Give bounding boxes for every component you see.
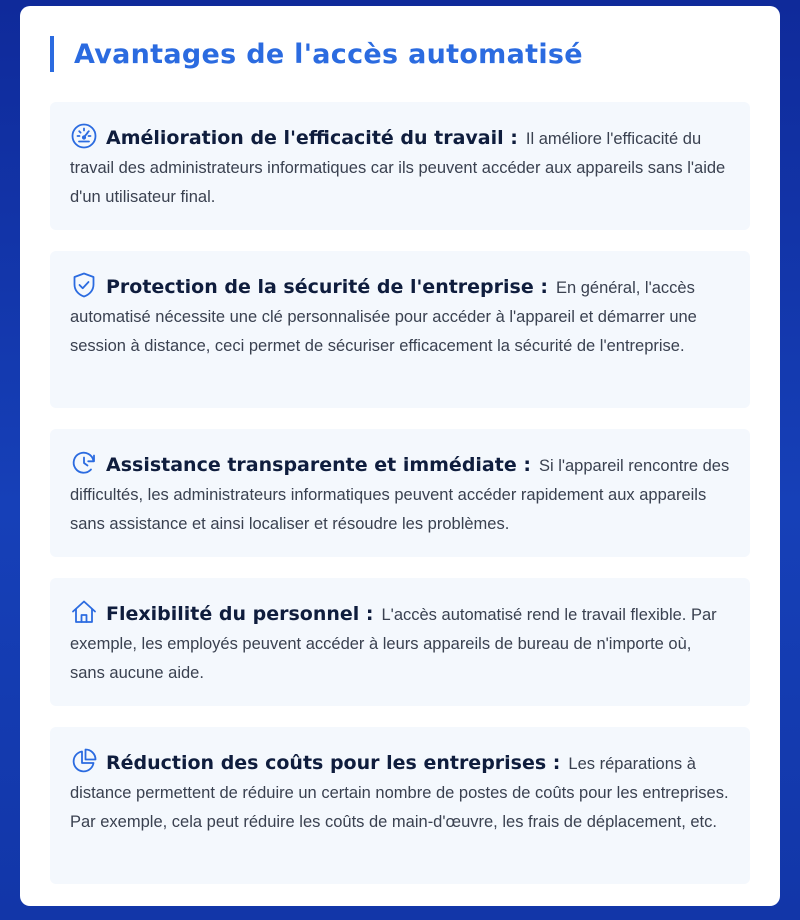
benefit-paragraph bbox=[70, 747, 730, 837]
benefit-heading: Réduction des coûts pour les entreprises : bbox=[106, 752, 561, 774]
benefit-heading: Flexibilité du personnel : bbox=[106, 603, 374, 625]
benefit-heading: Assistance transparente et immédiate : bbox=[106, 454, 531, 476]
benefit-paragraph bbox=[70, 449, 730, 539]
shield-check-icon bbox=[70, 271, 98, 299]
benefit-item-security bbox=[50, 251, 750, 408]
benefit-item-assistance bbox=[50, 429, 750, 557]
speedometer-icon bbox=[70, 122, 98, 150]
benefit-text: Si l'appareil rencontre des difficultés, les administrateurs informatiques peuvent accéder rapidement aux appareils sans assistance et ainsi localiser et résoudre les problèmes. bbox=[70, 457, 730, 533]
benefit-text: Il améliore l'efficacité du travail des administrateurs informatiques car ils peuvent accéder aux appareils sans l'aide d'un utilisateur final. bbox=[70, 130, 726, 206]
benefit-item-flexibility bbox=[50, 578, 750, 706]
benefit-paragraph bbox=[70, 271, 730, 361]
benefits-card bbox=[20, 6, 780, 906]
benefit-paragraph bbox=[70, 122, 730, 212]
clock-refresh-icon bbox=[70, 449, 98, 477]
page-title: Avantages de l'accès automatisé bbox=[74, 38, 583, 70]
benefit-heading: Protection de la sécurité de l'entreprise : bbox=[106, 276, 548, 298]
benefit-text: Les réparations à distance permettent de réduire un certain nombre de postes de coûts pour les entreprises. Par exemple, cela peut réduire les coûts de main-d'œuvre, les frais de déplacement, etc. bbox=[70, 755, 729, 831]
benefit-item-cost-reduction bbox=[50, 727, 750, 884]
title-block bbox=[50, 36, 583, 72]
benefit-item-efficiency bbox=[50, 102, 750, 230]
benefit-heading: Amélioration de l'efficacité du travail : bbox=[106, 127, 518, 149]
pie-chart-icon bbox=[70, 747, 98, 775]
benefit-text: En général, l'accès automatisé nécessite une clé personnalisée pour accéder à l'appareil et démarrer une session à distance, ceci permet de sécuriser efficacement la sécurité de l'entreprise. bbox=[70, 279, 697, 355]
home-icon bbox=[70, 598, 98, 626]
benefit-text: L'accès automatisé rend le travail flexible. Par exemple, les employés peuvent accéder à leurs appareils de bureau de n'importe où, sans aucune aide. bbox=[70, 606, 717, 682]
benefit-paragraph bbox=[70, 598, 730, 688]
